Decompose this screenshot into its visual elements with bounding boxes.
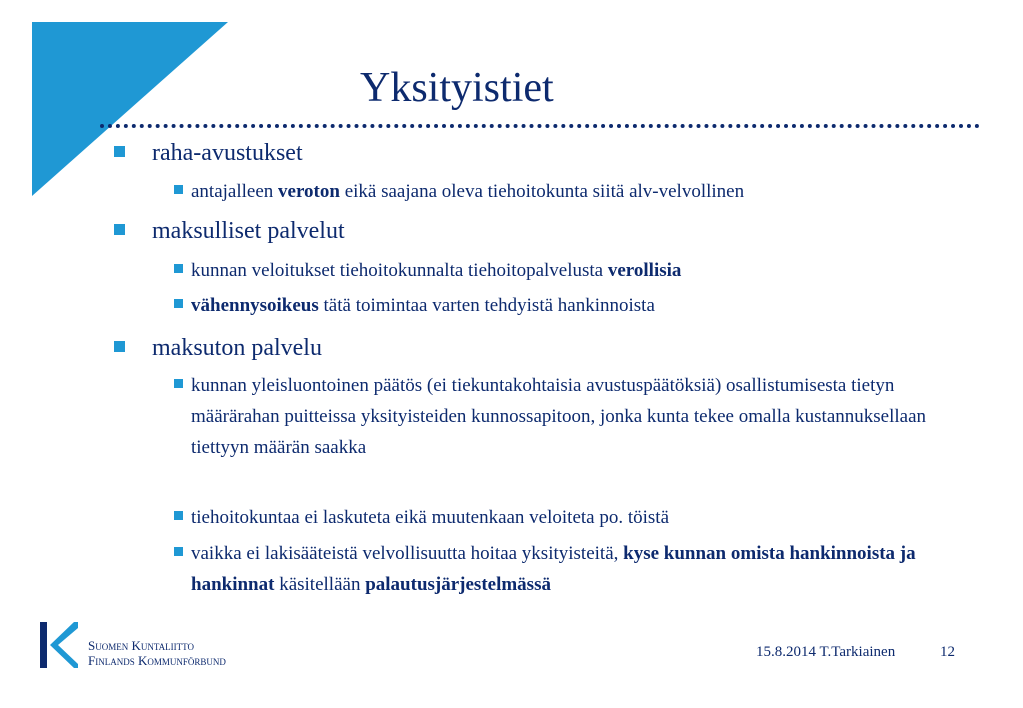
emphasis-text: kyse kunnan omista hankinnoista ja hankinnat: [191, 543, 916, 595]
sub-bullet-square-icon: [174, 299, 183, 308]
organization-name: [88, 638, 226, 668]
text-run: tätä toimintaa varten tehdyistä hankinnoista: [318, 295, 655, 316]
bullet-label: maksulliset palvelut: [152, 218, 345, 244]
sub-bullet-text: [191, 370, 941, 463]
sub-bullet-square-icon: [174, 547, 183, 556]
kuntaliitto-logo-icon: [38, 620, 78, 670]
org-name-sv: Finlands Kommunförbund: [88, 653, 226, 668]
page-number: 12: [940, 644, 955, 660]
bullet-label: maksuton palvelu: [152, 335, 322, 361]
slide-title: Yksityistiet: [360, 65, 554, 111]
emphasis-text: veroton: [278, 181, 340, 202]
emphasis-text: vähennysoikeus: [191, 295, 319, 316]
sub-bullet-text: [191, 255, 971, 286]
org-name-fi: Suomen Kuntaliitto: [88, 638, 194, 653]
bullet-square-icon: [114, 341, 125, 352]
sub-bullet-text: [191, 176, 971, 207]
sub-bullet-square-icon: [174, 511, 183, 520]
sub-bullet-square-icon: [174, 264, 183, 273]
text-run: antajalleen: [191, 181, 279, 202]
sub-bullet-text: [191, 502, 971, 533]
text-run: vaikka ei lakisääteistä velvollisuutta hoitaa yksityisteitä,: [191, 543, 624, 564]
bullet-label: raha-avustukset: [152, 140, 303, 166]
emphasis-text: palautusjärjestelmässä: [365, 574, 551, 595]
sub-bullet-text: [191, 538, 961, 600]
text-run: kunnan veloitukset tiehoitokunnalta tiehoitopalvelusta: [191, 260, 608, 281]
bullet-square-icon: [114, 224, 125, 235]
footer-date-author: 15.8.2014 T.Tarkiainen: [756, 644, 896, 660]
text-run: tiehoitokuntaa ei laskuteta eikä muutenkaan veloiteta po. töistä: [191, 507, 670, 528]
text-run: eikä saajana oleva tiehoitokunta siitä alv-velvollinen: [339, 181, 745, 202]
sub-bullet-square-icon: [174, 379, 183, 388]
emphasis-text: verollisia: [607, 260, 682, 281]
bullet-square-icon: [114, 146, 125, 157]
sub-bullet-text: [191, 290, 971, 321]
sub-bullet-square-icon: [174, 185, 183, 194]
text-run: käsitellään: [274, 574, 366, 595]
text-run: kunnan yleisluontoinen päätös (ei tiekuntakohtaisia avustuspäätöksiä) osallistumisesta tietyn määrärahan puitteissa yksityisteiden kunnossapitoon, jonka kunta tekee omalla kustannuksellaan tiettyyn määrän saakka: [191, 375, 927, 458]
